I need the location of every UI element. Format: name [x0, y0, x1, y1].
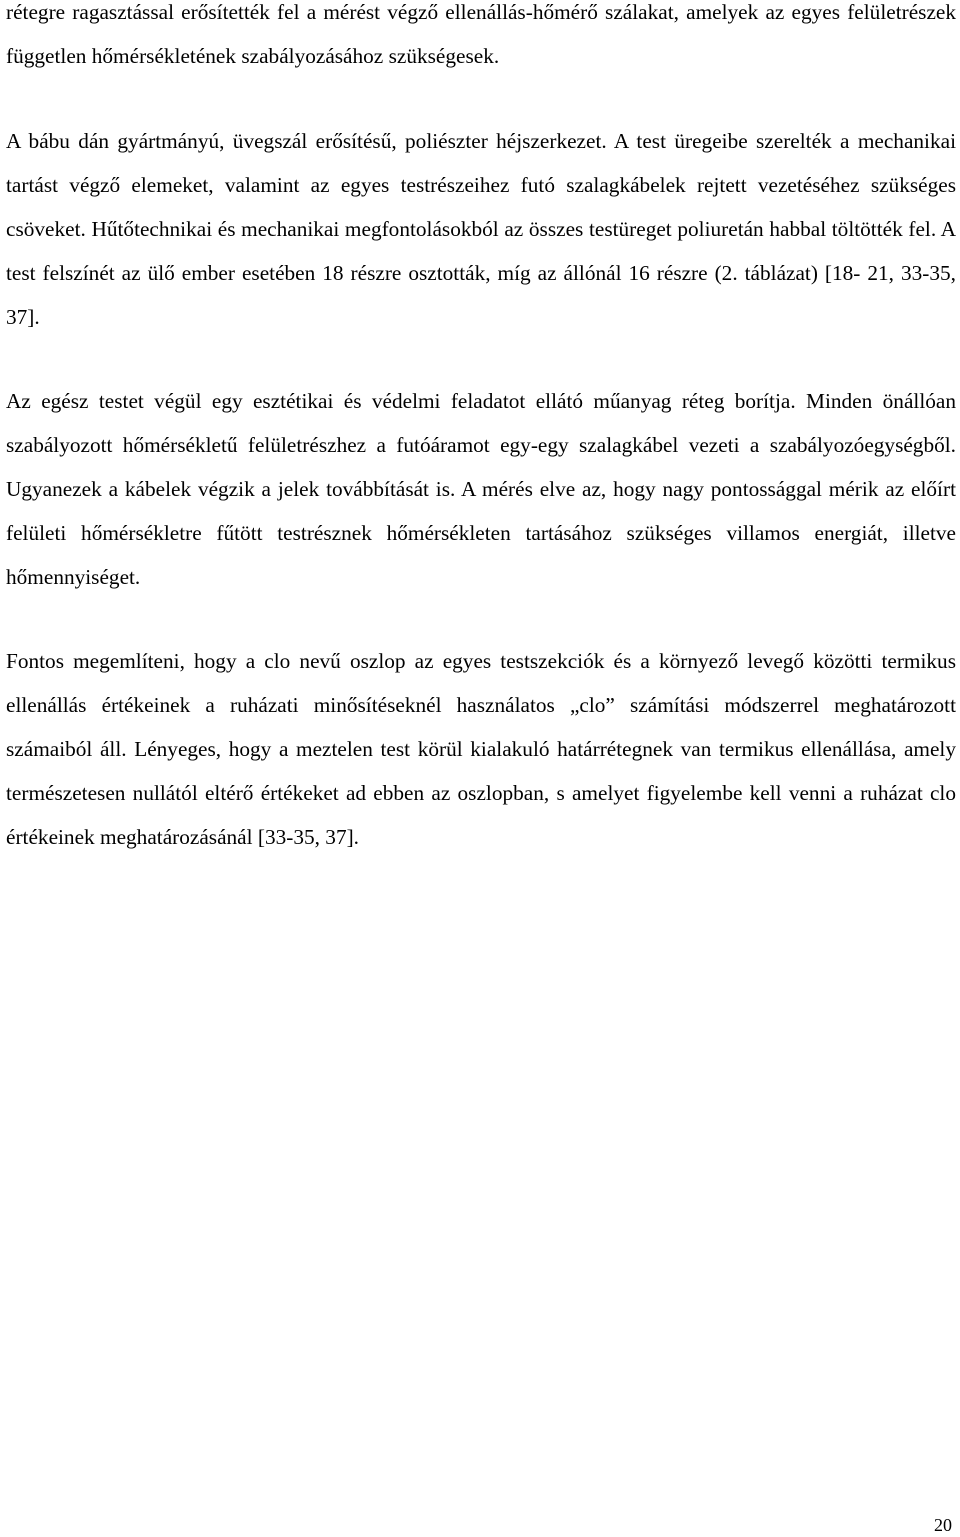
paragraph-2: A bábu dán gyártmányú, üvegszál erősítésű, poliészter héjszerkezet. A test üregeibe szerelték a mechanikai tartást végző elemeket, valamint az egyes testrészeihez futó szalagkábelek rejtett vezetéséhez szükséges csöveket. Hűtőtechnikai és mechanikai megfontolásokból az összes testüreget poliuretán habbal töltötték fel. A test felszínét az ülő ember esetében 18 részre osztották, míg az állónál 16 részre (2. táblázat) [18- 21, 33-35, 37].	[6, 129, 956, 329]
paragraph-4: Fontos megemlíteni, hogy a clo nevű oszlop az egyes testszekciók és a környező levegő közötti termikus ellenállás értékeinek a ruházati minősítéseknél használatos „clo” számítási módszerrel meghatározott számaiból áll. Lényeges, hogy a meztelen test körül kialakuló határrétegnek van termikus ellenállása, amely természetesen nullától eltérő értékeket ad ebben az oszlopban, s amelyet figyelembe kell venni a ruházat clo értékeinek meghatározásánál [33-35, 37].	[6, 649, 956, 849]
paragraph-3: Az egész testet végül egy esztétikai és védelmi feladatot ellátó műanyag réteg borítja. Minden önállóan szabályozott hőmérsékletű felületrészhez a futóáramot egy-egy szalagkábel vezeti a szabályozóegységből. Ugyanezek a kábelek végzik a jelek továbbítását is. A mérés elve az, hogy nagy pontossággal mérik az előírt felületi hőmérsékletre fűtött testrésznek hőmérsékleten tartásához szükséges villamos energiát, illetve hőmennyiséget.	[6, 389, 956, 589]
page-number: 20	[934, 1515, 952, 1535]
paragraph-1: rétegre ragasztással erősítették fel a mérést végző ellenállás-hőmérő szálakat, amelyek az egyes felületrészek független hőmérsékletének szabályozásához szükségesek.	[6, 0, 956, 68]
